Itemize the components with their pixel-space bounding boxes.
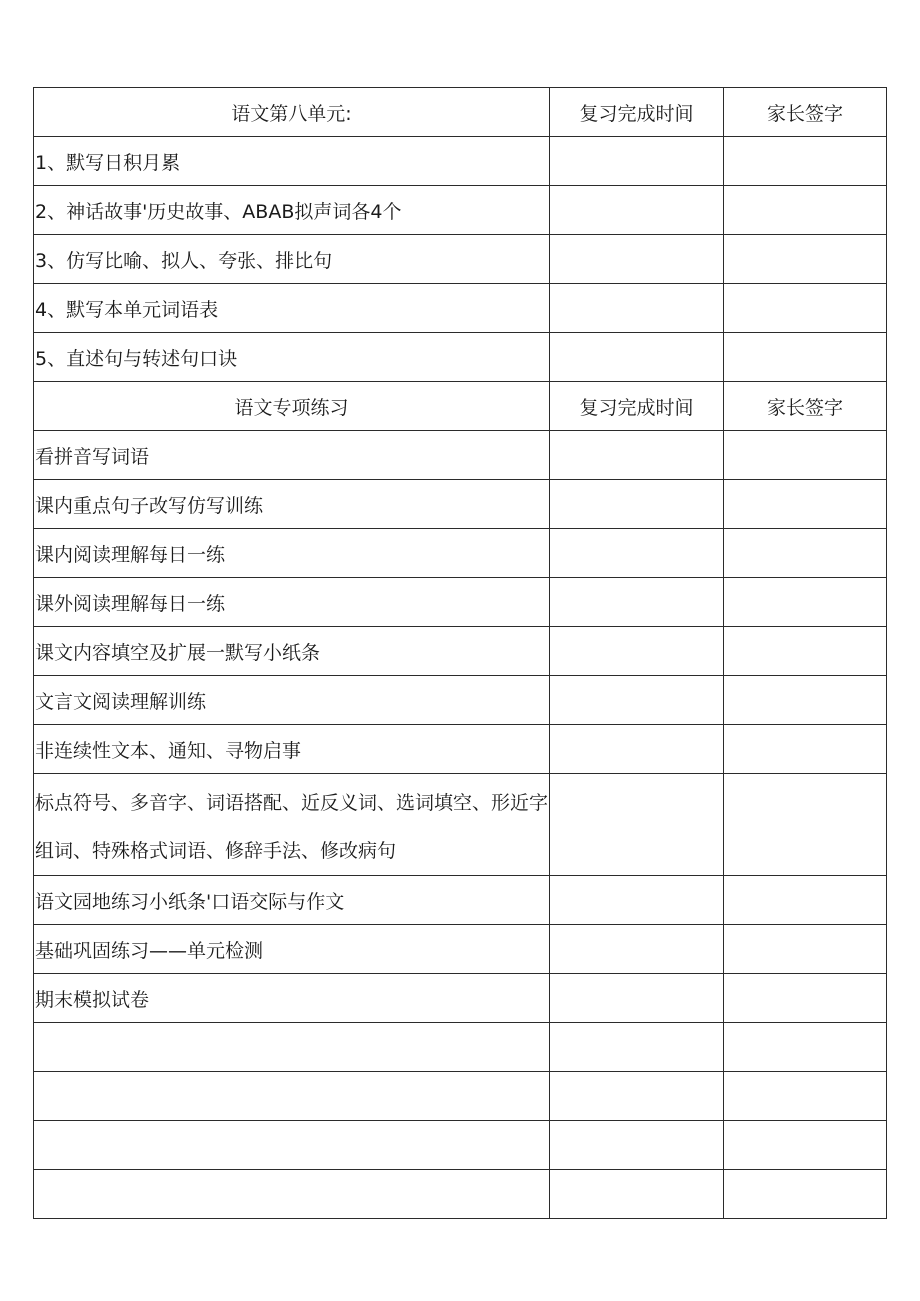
parent-signature-cell[interactable] (724, 578, 887, 627)
task-item: 语文园地练习小纸条'口语交际与作文 (34, 876, 550, 925)
completion-time-cell[interactable] (550, 186, 724, 235)
parent-signature-cell[interactable] (724, 284, 887, 333)
task-item: 非连续性文本、通知、寻物启事 (34, 725, 550, 774)
table-row (34, 974, 887, 1023)
section2-title: 语文专项练习 (34, 382, 550, 431)
completion-time-cell[interactable] (550, 725, 724, 774)
section1-col-completion-time: 复习完成时间 (550, 88, 724, 137)
table-row (34, 578, 887, 627)
parent-signature-cell[interactable] (724, 627, 887, 676)
table-row (34, 627, 887, 676)
empty-row (34, 1170, 887, 1219)
completion-time-cell[interactable] (550, 431, 724, 480)
completion-time-cell[interactable] (550, 676, 724, 725)
task-item: 看拼音写词语 (34, 431, 550, 480)
empty-task-cell[interactable] (34, 1121, 550, 1170)
parent-signature-cell[interactable] (724, 529, 887, 578)
completion-time-cell[interactable] (550, 529, 724, 578)
table-row (34, 529, 887, 578)
completion-time-cell[interactable] (550, 235, 724, 284)
task-item: 课文内容填空及扩展一默写小纸条 (34, 627, 550, 676)
task-item: 课外阅读理解每日一练 (34, 578, 550, 627)
parent-signature-cell[interactable] (724, 725, 887, 774)
completion-time-cell[interactable] (550, 774, 724, 876)
completion-time-cell[interactable] (550, 1121, 724, 1170)
section1-header-row (34, 88, 887, 137)
parent-signature-cell[interactable] (724, 1170, 887, 1219)
completion-time-cell[interactable] (550, 480, 724, 529)
task-item: 基础巩固练习——单元检测 (34, 925, 550, 974)
parent-signature-cell[interactable] (724, 235, 887, 284)
completion-time-cell[interactable] (550, 1170, 724, 1219)
parent-signature-cell[interactable] (724, 186, 887, 235)
section2-header-row (34, 382, 887, 431)
task-item: 4、默写本单元词语表 (34, 284, 550, 333)
completion-time-cell[interactable] (550, 137, 724, 186)
parent-signature-cell[interactable] (724, 974, 887, 1023)
empty-row (34, 1072, 887, 1121)
parent-signature-cell[interactable] (724, 774, 887, 876)
task-item: 2、神话故事'历史故事、ABAB拟声词各4个 (34, 186, 550, 235)
section1-title: 语文第八单元: (34, 88, 550, 137)
task-item: 1、默写日积月累 (34, 137, 550, 186)
review-checklist-table (33, 87, 887, 1219)
completion-time-cell[interactable] (550, 627, 724, 676)
table-row (34, 480, 887, 529)
parent-signature-cell[interactable] (724, 431, 887, 480)
completion-time-cell[interactable] (550, 925, 724, 974)
parent-signature-cell[interactable] (724, 676, 887, 725)
parent-signature-cell[interactable] (724, 876, 887, 925)
task-item: 期末模拟试卷 (34, 974, 550, 1023)
table-row (34, 725, 887, 774)
task-item: 5、直述句与转述句口诀 (34, 333, 550, 382)
completion-time-cell[interactable] (550, 876, 724, 925)
parent-signature-cell[interactable] (724, 1023, 887, 1072)
table-row (34, 333, 887, 382)
completion-time-cell[interactable] (550, 333, 724, 382)
task-item: 课内阅读理解每日一练 (34, 529, 550, 578)
table-row (34, 235, 887, 284)
empty-row (34, 1023, 887, 1072)
parent-signature-cell[interactable] (724, 333, 887, 382)
table-row (34, 284, 887, 333)
completion-time-cell[interactable] (550, 1023, 724, 1072)
parent-signature-cell[interactable] (724, 480, 887, 529)
empty-task-cell[interactable] (34, 1170, 550, 1219)
parent-signature-cell[interactable] (724, 1121, 887, 1170)
section2-col-completion-time: 复习完成时间 (550, 382, 724, 431)
table-row (34, 186, 887, 235)
empty-task-cell[interactable] (34, 1023, 550, 1072)
empty-row (34, 1121, 887, 1170)
table-row (34, 137, 887, 186)
parent-signature-cell[interactable] (724, 137, 887, 186)
task-item: 标点符号、多音字、词语搭配、近反义词、选词填空、形近字组词、特殊格式词语、修辞手法、修改病句 (34, 774, 550, 876)
table-row (34, 676, 887, 725)
completion-time-cell[interactable] (550, 1072, 724, 1121)
task-item: 课内重点句子改写仿写训练 (34, 480, 550, 529)
table-row (34, 774, 887, 876)
completion-time-cell[interactable] (550, 974, 724, 1023)
task-item: 3、仿写比喻、拟人、夸张、排比句 (34, 235, 550, 284)
task-item: 文言文阅读理解训练 (34, 676, 550, 725)
section2-col-parent-signature: 家长签字 (724, 382, 887, 431)
table-row (34, 431, 887, 480)
completion-time-cell[interactable] (550, 578, 724, 627)
table-row (34, 876, 887, 925)
parent-signature-cell[interactable] (724, 1072, 887, 1121)
section1-col-parent-signature: 家长签字 (724, 88, 887, 137)
empty-task-cell[interactable] (34, 1072, 550, 1121)
table-row (34, 925, 887, 974)
completion-time-cell[interactable] (550, 284, 724, 333)
parent-signature-cell[interactable] (724, 925, 887, 974)
